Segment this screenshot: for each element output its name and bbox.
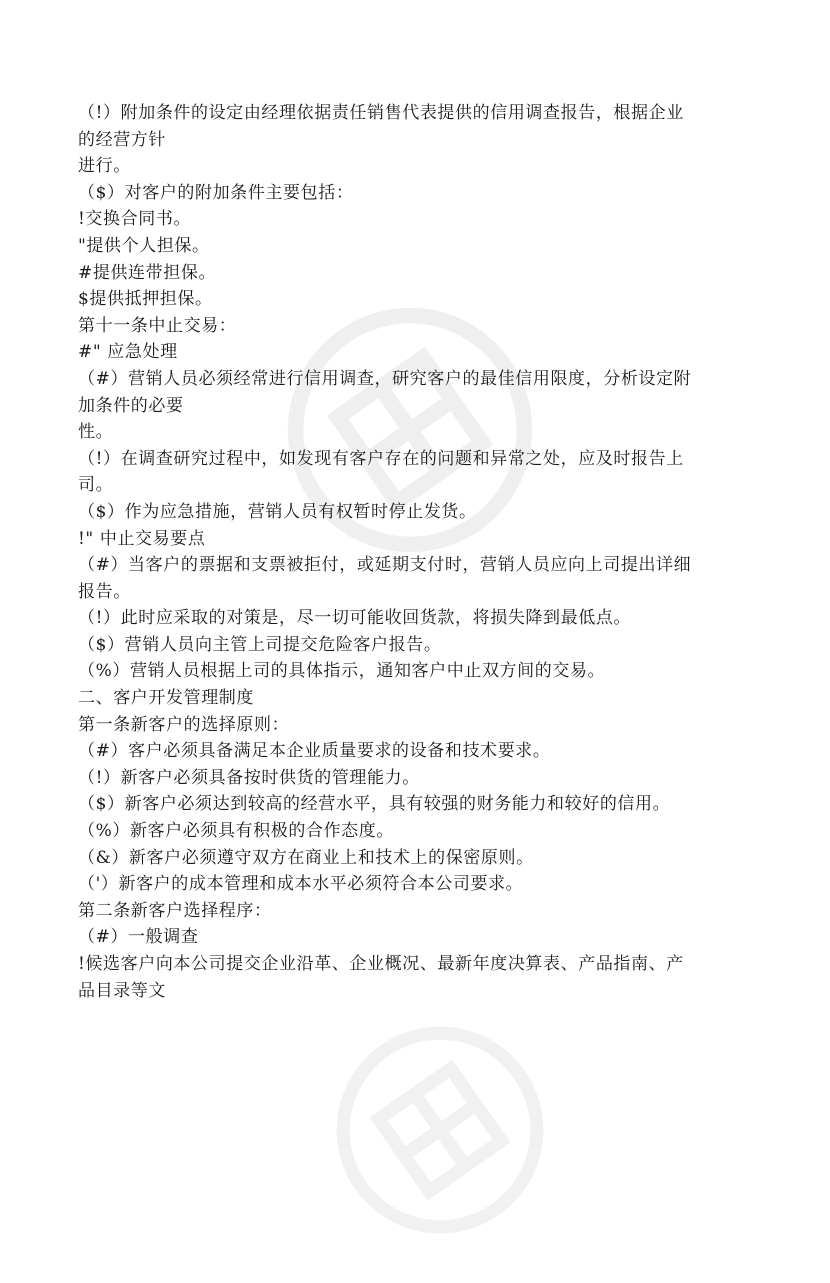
text-line: （$）作为应急措施，营销人员有权暂时停止发货。 bbox=[78, 501, 477, 522]
text-line: #提供连带担保。 bbox=[78, 262, 217, 283]
text-line: 性。 bbox=[78, 422, 114, 443]
text-line: 报告。 bbox=[78, 581, 131, 602]
text-line: （#）客户必须具备满足本企业质量要求的设备和技术要求。 bbox=[78, 741, 551, 762]
document-body bbox=[78, 100, 758, 1004]
text-line: （$）新客户必须达到较高的经营水平，具有较强的财务能力和较好的信用。 bbox=[78, 794, 671, 815]
subsection-heading: !" 中止交易要点 bbox=[78, 528, 206, 549]
text-line: "提供个人担保。 bbox=[78, 235, 210, 256]
section-heading: 第十一条中止交易： bbox=[78, 315, 237, 336]
text-line: （!）附加条件的设定由经理依据责任销售代表提供的信用调查报告，根据企业 bbox=[78, 103, 684, 123]
text-line: （!）在调查研究过程中，如发现有客户存在的问题和异常之处，应及时报告上 bbox=[78, 448, 684, 469]
text-line: 进行。 bbox=[78, 156, 131, 177]
watermark-icon bbox=[287, 977, 593, 1283]
text-line: （&）新客户必须遵守双方在商业上和技术上的保密原则。 bbox=[78, 847, 534, 868]
text-line: （#）营销人员必须经常进行信用调查，研究客户的最佳信用限度，分析设定附 bbox=[78, 368, 692, 389]
text-line: （%）营销人员根据上司的具体指示，通知客户中止双方间的交易。 bbox=[78, 661, 606, 682]
text-line: 的经营方针 bbox=[78, 129, 166, 150]
text-line: （$）营销人员向主管上司提交危险客户报告。 bbox=[78, 634, 442, 655]
text-line: （#）当客户的票据和支票被拒付，或延期支付时，营销人员应向上司提出详细 bbox=[78, 555, 692, 576]
text-line: !候选客户向本公司提交企业沿革、企业概况、最新年度决算表、产品指南、产 bbox=[78, 954, 684, 974]
text-line: 品目录等文 bbox=[78, 980, 166, 1001]
text-line: 司。 bbox=[78, 475, 114, 496]
text-line: （$）对客户的附加条件主要包括： bbox=[78, 182, 354, 203]
text-line: （%）新客户必须具有积极的合作态度。 bbox=[78, 821, 394, 842]
text-line: $提供抵押担保。 bbox=[78, 289, 213, 310]
section-heading: 第一条新客户的选择原则： bbox=[78, 714, 290, 735]
text-line: （#）一般调查 bbox=[78, 927, 199, 948]
text-line: （!）此时应采取的对策是，尽一切可能收回货款，将损失降到最低点。 bbox=[78, 608, 632, 629]
text-line: !交换合同书。 bbox=[78, 209, 192, 230]
text-line: 加条件的必要 bbox=[78, 395, 184, 416]
section-heading: 第二条新客户选择程序： bbox=[78, 900, 272, 921]
text-line: （'）新客户的成本管理和成本水平必须符合本公司要求。 bbox=[78, 874, 524, 895]
subsection-heading: #" 应急处理 bbox=[78, 342, 178, 363]
chapter-heading: 二、客户开发管理制度 bbox=[78, 688, 254, 709]
text-line: （!）新客户必须具备按时供货的管理能力。 bbox=[78, 767, 420, 788]
